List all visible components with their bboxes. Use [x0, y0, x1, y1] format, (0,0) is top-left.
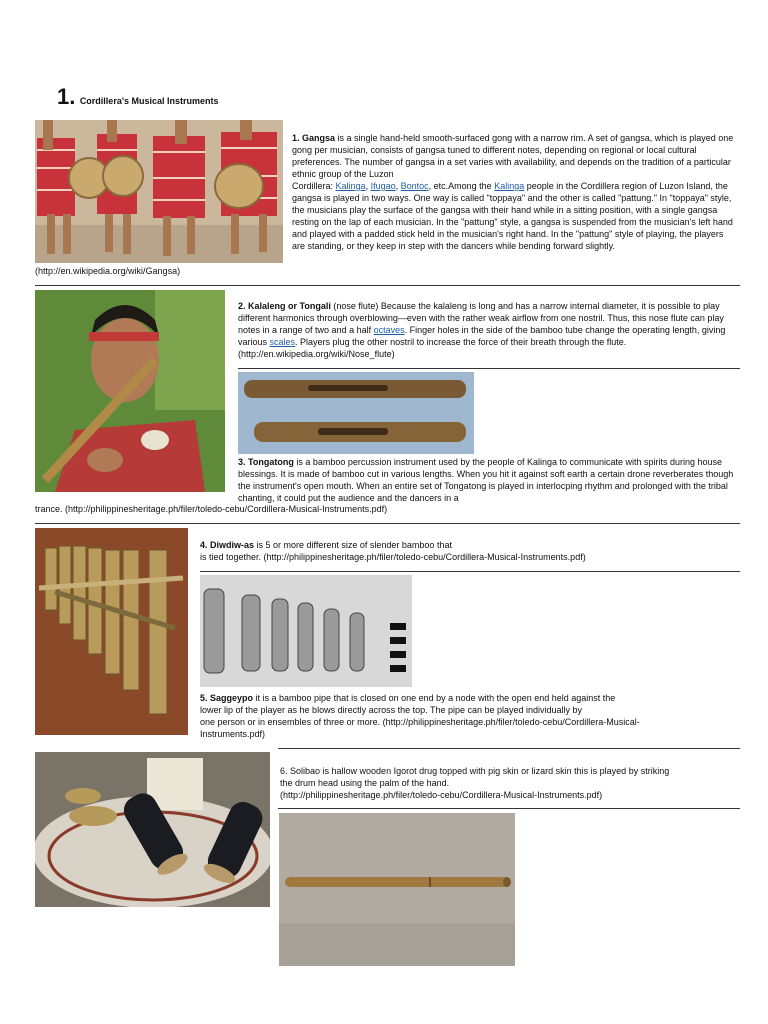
gangsa-photo — [35, 120, 283, 263]
saggeypo-photo — [200, 575, 412, 687]
saggeypo-title: 5. Saggeypo — [200, 693, 254, 703]
kalaleng-title: 2. Kalaleng or Tongali — [238, 301, 331, 311]
gangsa-description: 1. Gangsa is a single hand-held smooth-surfaced gong with a narrow rim. A set of gangsa, which is played one gong per musician, consists of gangsa tuned to different notes, depending on regional or local cultural preferences. The number of gangsa in a set varies with availability, and depends on the tradition of a particular ethnic group of the Luzon Cordillera: Kalinga, Ifugao, Bontoc, etc.Among the Kalinga people in the Cordillera region of Luzon Island, the gangsa is played in two ways. One way is called "toppaya" and the other is called "pattung." In "toppaya" style, the musicians play the surface of the gangsa with their hand while in a sitting position, with a single gangsa resting on the lap of each musician. In the "pattung" style, a gangsa is suspended from the musician's left hand and played with a padded stick held in the musician's right hand. In the "pattung" style of playing, the players are standing, or they keep in step with the dancers while bending forward slightly. — [292, 133, 734, 251]
solibao-photo — [35, 752, 270, 907]
solibao-title-line: 6. Solibao is hallow wooden Igorot drug topped with pig skin or lizard skin this is played by striking — [280, 766, 670, 776]
divider-1 — [35, 285, 740, 286]
diwdiw-as-title: 4. Diwdiw-as — [200, 540, 255, 550]
link-kalinga[interactable]: Kalinga — [335, 181, 366, 191]
diwdiw-as-description: 4. Diwdiw-as is 5 or more different size of slender bamboo that is tied together. (http://philippinesheritage.ph/filer/toledo-cebu/Cordillera-Musical-Instruments.pdf) — [200, 540, 586, 562]
tongatong-source: trance. (http://philippinesheritage.ph/filer/toledo-cebu/Cordillera-Musical-Instruments.pdf) — [35, 504, 388, 514]
link-ifugao[interactable]: Ifugao — [370, 181, 396, 191]
gangsa-title: 1. Gangsa — [292, 133, 336, 143]
heading-title: Cordillera's Musical Instruments — [79, 96, 219, 106]
saggeypo-description: 5. Saggeypo it is a bamboo pipe that is closed on one end by a node with the open end held against the lower lip of the player as he blows directly across the top. The pipe can be played individually by one person or in ensembles of three or more. (http://philippinesheritage.ph/filer/toledo-cebu/Cordillera-Musical- Instruments.pdf) — [200, 693, 640, 739]
heading-number: 1. — [57, 84, 76, 109]
divider-4 — [200, 571, 740, 572]
divider-2 — [238, 368, 740, 369]
link-kalinga-2[interactable]: Kalinga — [494, 181, 525, 191]
kalaleng-description: 2. Kalaleng or Tongali (nose flute) Because the kalaleng is long and has a narrow internal diameter, it is possible to play different harmonics through overblowing—even with the rather weak airflow from one nostril. Thus, this nose flute can play notes in a range of two and a half octaves. Finger holes in the side of the bamboo tube change the operating length, giving various scales. Players plug the other nostril to increase the force of their breath through the flute. (http://en.wikipedia.org/wiki/Nose_flute) — [238, 301, 726, 359]
solibao-description: 6. Solibao is hallow wooden Igorot drug topped with pig skin or lizard skin this is played by striking the drum head using the palm of the hand. (http://philippinesheritage.ph/filer/toledo-cebu/Cordillera-Musical-Instruments.pdf) — [280, 766, 670, 800]
nose-flute-photo — [35, 290, 225, 492]
link-octaves[interactable]: octaves — [373, 325, 405, 335]
page-heading — [57, 84, 219, 110]
link-scales[interactable]: scales — [269, 337, 296, 347]
tongatong-description: 3. Tongatong is a bamboo percussion instrument used by the people of Kalinga to communicate with spirits during house blessings. It is made of bamboo cut in various lengths. When you hit it against soft earth a certain drone reverberates though the instrument's open mouth. When an entire set of Tongatong is played in interlocping rhythm and prolonged with the tribal chanting, it could put the audience and the dancers in a — [238, 457, 734, 503]
tongatong-title: 3. Tongatong — [238, 457, 294, 467]
gangsa-source: (http://en.wikipedia.org/wiki/Gangsa) — [35, 266, 181, 276]
divider-5 — [278, 748, 740, 749]
bamboo-pipe-photo — [279, 813, 515, 966]
divider-3 — [35, 523, 740, 524]
link-bontoc[interactable]: Bontoc — [400, 181, 429, 191]
diwdiw-as-photo — [35, 528, 188, 735]
divider-6 — [278, 808, 740, 809]
tongatong-photo — [238, 372, 474, 454]
